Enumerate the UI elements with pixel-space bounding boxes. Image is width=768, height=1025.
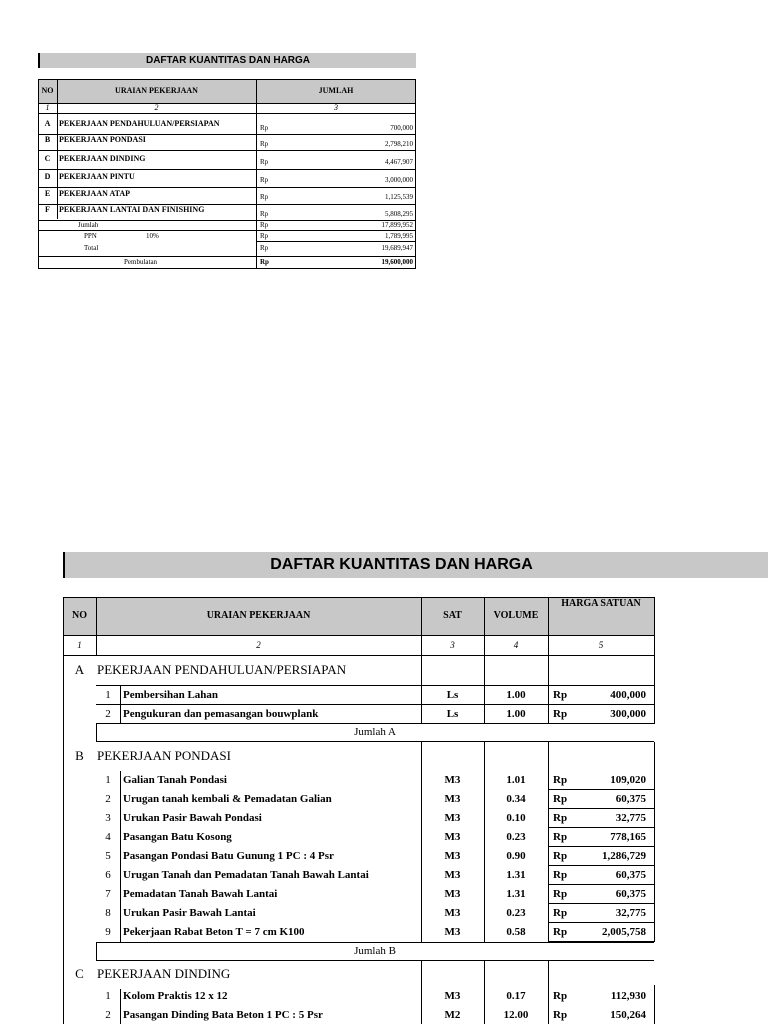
summary-row-name: PEKERJAAN PENDAHULUAN/PERSIAPAN: [59, 119, 220, 128]
item-number: 2: [105, 708, 111, 720]
summary-header-no: NO: [41, 86, 54, 95]
summary-row-no: F: [45, 205, 50, 214]
item-description: Urukan Pasir Bawah Lantai: [123, 907, 256, 919]
item-price: 1,286,729: [602, 850, 646, 862]
item-volume: 0.34: [506, 793, 526, 805]
summary-row-no: D: [44, 172, 51, 181]
summary-row-no: B: [44, 135, 51, 144]
item-number: 6: [105, 869, 111, 881]
item-number: 9: [105, 926, 111, 938]
section-a-title: PEKERJAAN PENDAHULUAN/PERSIAPAN: [97, 662, 347, 677]
item-number: 1: [105, 774, 111, 786]
item-rp: Rp: [553, 708, 568, 720]
summary-row-rp: Rp: [260, 193, 269, 201]
summary-row-name: PEKERJAAN LANTAI DAN FINISHING: [59, 205, 205, 214]
summary-row-rp: Rp: [260, 176, 269, 184]
item-unit: M3: [444, 990, 461, 1002]
item-rp: Rp: [553, 907, 568, 919]
item-volume: 1.00: [506, 689, 526, 701]
summary-row-amount: 700,000: [390, 124, 413, 132]
item-description: Pembersihan Lahan: [123, 689, 219, 701]
summary-row-amount: 3,000,000: [385, 176, 413, 184]
summary-total-rp: Rp: [260, 244, 269, 252]
item-description: Galian Tanah Pondasi: [123, 774, 227, 786]
item-unit: M3: [444, 850, 461, 862]
section-a-letter: A: [74, 662, 85, 677]
item-rp: Rp: [553, 812, 568, 824]
item-rp: Rp: [553, 888, 568, 900]
item-price: 60,375: [615, 888, 646, 900]
summary-ppn-amount: 1,789,995: [385, 232, 413, 240]
item-unit: Ls: [446, 708, 459, 720]
summary-row-no: E: [44, 189, 51, 198]
item-volume: 1.01: [506, 774, 526, 786]
summary-row-amount: 5,808,295: [385, 210, 413, 218]
item-price: 60,375: [615, 869, 646, 881]
section-c-letter: C: [75, 966, 84, 981]
summary-row-rp: Rp: [260, 158, 269, 166]
summary-row-amount: 4,467,907: [385, 158, 413, 166]
item-rp: Rp: [553, 850, 568, 862]
item-volume: 1.31: [506, 869, 526, 881]
summary-total-label: Total: [84, 244, 99, 252]
item-price: 400,000: [610, 689, 646, 701]
item-description: Pasangan Batu Kosong: [123, 831, 232, 843]
summary-pembulatan-amount: 19,600,000: [381, 258, 413, 266]
section-b-subtotal: Jumlah B: [354, 945, 396, 957]
item-number: 3: [105, 812, 111, 824]
summary-colnum-2: 2: [154, 103, 159, 112]
section-a-subtotal: Jumlah A: [354, 726, 396, 738]
section-c-title: PEKERJAAN DINDING: [97, 966, 231, 981]
summary-header-uraian: URAIAN PEKERJAAN: [115, 86, 198, 95]
summary-row-rp: Rp: [260, 210, 269, 218]
item-rp: Rp: [553, 1009, 568, 1021]
summary-jumlah-rp: Rp: [260, 221, 269, 229]
summary-row-rp: Rp: [260, 124, 269, 132]
summary-row-amount: 1,125,539: [385, 193, 413, 201]
section-b-title: PEKERJAAN PONDASI: [97, 748, 231, 763]
item-unit: M3: [444, 869, 461, 881]
summary-row-no: C: [44, 154, 51, 163]
item-description: Pemadatan Tanah Bawah Lantai: [123, 888, 278, 900]
item-number: 4: [105, 831, 111, 843]
summary-title: DAFTAR KUANTITAS DAN HARGA: [40, 53, 416, 68]
item-price: 32,775: [615, 907, 646, 919]
item-unit: M3: [444, 812, 461, 824]
item-price: 32,775: [615, 812, 646, 824]
summary-jumlah-label: Jumlah: [78, 221, 99, 229]
item-volume: 0.23: [506, 831, 526, 843]
item-volume: 1.31: [506, 888, 526, 900]
item-unit: M3: [444, 774, 461, 786]
summary-row-no: A: [44, 119, 51, 128]
item-volume: 0.90: [506, 850, 526, 862]
detail-header-no: NO: [72, 610, 87, 621]
item-price: 109,020: [610, 774, 646, 786]
detail-colnum-1: 1: [77, 640, 82, 650]
item-description: Urugan tanah kembali & Pemadatan Galian: [123, 793, 332, 805]
item-price: 300,000: [610, 708, 646, 720]
item-volume: 0.10: [506, 812, 526, 824]
item-volume: 12.00: [503, 1009, 529, 1021]
summary-pembulatan-rp: Rp: [260, 258, 269, 266]
item-price: 60,375: [615, 793, 646, 805]
summary-jumlah-amount: 17,899,952: [381, 221, 413, 229]
summary-colnum-3: 3: [334, 103, 338, 112]
item-unit: Ls: [446, 689, 459, 701]
summary-ppn-label: PPN: [84, 232, 97, 240]
item-description: Pekerjaan Rabat Beton T = 7 cm K100: [123, 926, 305, 938]
summary-ppn-pct: 10%: [146, 232, 159, 240]
item-number: 1: [105, 990, 111, 1002]
section-b-letter: B: [75, 748, 84, 763]
item-description: Pengukuran dan pemasangan bouwplank: [123, 708, 319, 720]
summary-row-name: PEKERJAAN PINTU: [59, 172, 135, 181]
item-description: Urugan Tanah dan Pemadatan Tanah Bawah Lantai: [123, 869, 369, 881]
item-volume: 1.00: [506, 708, 526, 720]
item-number: 7: [105, 888, 111, 900]
summary-ppn-rp: Rp: [260, 232, 269, 240]
item-price: 2,005,758: [602, 926, 646, 938]
item-rp: Rp: [553, 990, 568, 1002]
item-unit: M3: [444, 888, 461, 900]
item-rp: Rp: [553, 926, 568, 938]
detail-colnum-3: 3: [450, 640, 455, 650]
item-unit: M3: [444, 793, 461, 805]
item-description: Kolom Praktis 12 x 12: [123, 990, 228, 1002]
item-rp: Rp: [553, 831, 568, 843]
detail-header-sat: SAT: [443, 610, 462, 621]
detail-colnum-2: 2: [256, 640, 261, 650]
detail-colnum-4: 4: [513, 640, 519, 650]
summary-header-jumlah: JUMLAH: [318, 86, 354, 95]
item-price: 112,930: [610, 990, 646, 1002]
summary-pembulatan-label: Pembulatan: [124, 258, 158, 266]
item-description: Pasangan Pondasi Batu Gunung 1 PC : 4 Psr: [123, 850, 334, 862]
item-unit: M2: [444, 1009, 461, 1021]
summary-row-rp: Rp: [260, 140, 269, 148]
summary-total-amount: 19,689,947: [381, 244, 413, 252]
item-rp: Rp: [553, 869, 568, 881]
item-rp: Rp: [553, 689, 568, 701]
detail-colnum-5: 5: [598, 640, 604, 650]
item-description: Pasangan Dinding Bata Beton 1 PC : 5 Psr: [123, 1009, 323, 1021]
item-number: 8: [105, 907, 111, 919]
item-number: 2: [105, 793, 111, 805]
item-unit: M3: [444, 907, 461, 919]
summary-row-name: PEKERJAAN PONDASI: [59, 135, 146, 144]
summary-row-name: PEKERJAAN DINDING: [59, 154, 146, 163]
item-price: 150,264: [610, 1009, 646, 1021]
detail-header-uraian: URAIAN PEKERJAAN: [206, 610, 311, 621]
item-volume: 0.23: [506, 907, 526, 919]
item-rp: Rp: [553, 774, 568, 786]
item-number: 5: [105, 850, 111, 862]
detail-title: DAFTAR KUANTITAS DAN HARGA: [65, 552, 768, 578]
item-unit: M3: [444, 831, 461, 843]
item-unit: M3: [444, 926, 461, 938]
summary-row-amount: 2,798,210: [385, 140, 413, 148]
item-number: 1: [105, 689, 111, 701]
item-price: 778,165: [610, 831, 646, 843]
item-number: 2: [105, 1009, 111, 1021]
item-description: Urukan Pasir Bawah Pondasi: [123, 812, 262, 824]
detail-header-volume: VOLUME: [493, 610, 539, 621]
detail-header-harga: HARGA SATUAN: [561, 598, 641, 609]
item-volume: 0.58: [506, 926, 526, 938]
item-volume: 0.17: [506, 990, 526, 1002]
summary-row-name: PEKERJAAN ATAP: [59, 189, 131, 198]
summary-colnum-1: 1: [45, 103, 50, 112]
item-rp: Rp: [553, 793, 568, 805]
